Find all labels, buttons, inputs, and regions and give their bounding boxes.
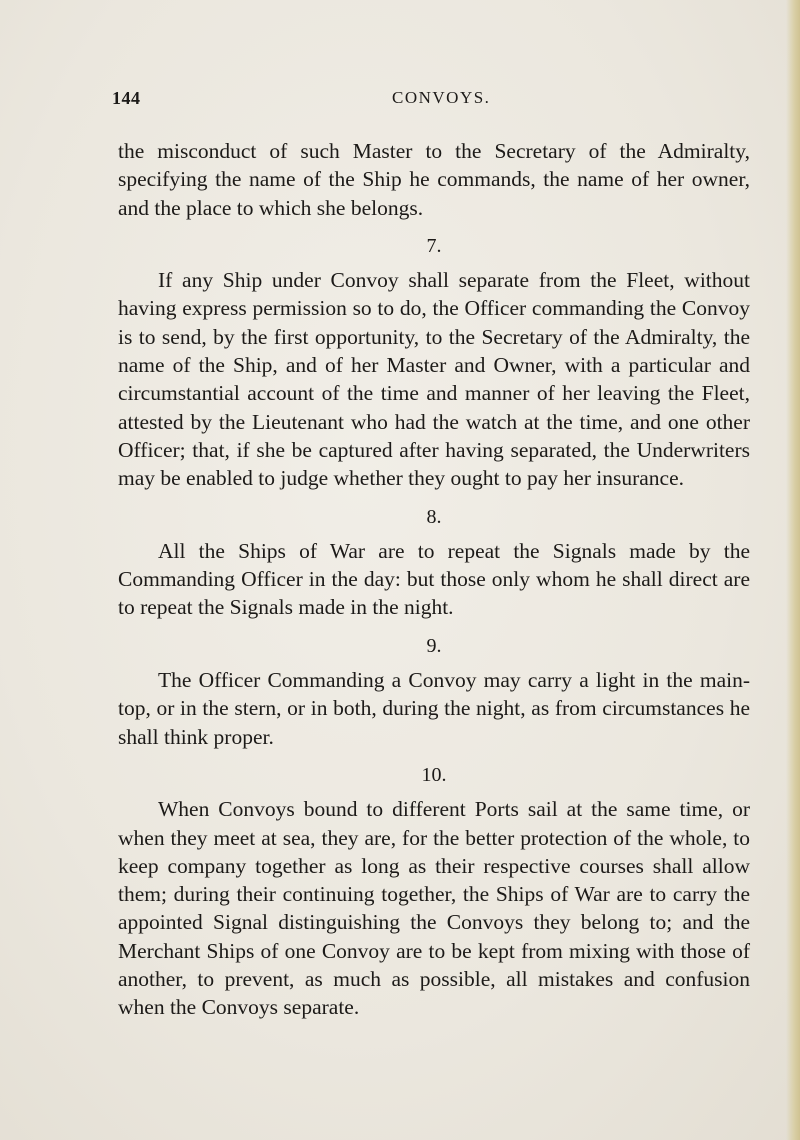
page-header <box>112 88 732 118</box>
paragraph-7: If any Ship under Convoy shall separate from the Fleet, without having express permission so to do, the Officer commanding the Convoy is to send, by the first opportunity, to the Secretary of the Admiralty, the name of the Ship, and of her Master and Owner, with a particular and circumstantial account of the time and manner of her leaving the Fleet, attested by the Lieutenant who had the watch at the time, and one other Officer; that, if she be captured after having separated, the Underwriters may be enabled to judge whether they ought to pay her insurance. <box>118 268 750 491</box>
section-number-7: 7. <box>426 234 442 257</box>
page-number: 144 <box>112 88 141 108</box>
paragraph-9: The Officer Commanding a Convoy may carry a light in the main-top, or in the stern, or in both, during the night, as from circumstances he shall think proper. <box>118 668 750 749</box>
section-number-10: 10. <box>421 763 447 786</box>
paragraph-continued: the misconduct of such Master to the Secretary of the Admiralty, specifying the name of the Ship he commands, the name of her owner, and the place to which she belongs. <box>118 139 750 220</box>
section-number-8: 8. <box>426 505 442 528</box>
page-body <box>118 137 750 1022</box>
paragraph-10: When Convoys bound to different Ports sail at the same time, or when they meet at sea, they are, for the better protection of the whole, to keep company together as long as their respective courses shall allow them; during their continuing together, the Ships of War are to carry the appointed Signal distinguishing the Convoys they belong to; and the Merchant Ships of one Convoy are to be kept from mixing with those of another, to prevent, as much as possible, all mistakes and confusion when the Convoys separate. <box>118 797 750 1020</box>
paragraph-8: All the Ships of War are to repeat the Signals made by the Commanding Officer in the day: but those only whom he shall direct are to repeat the Signals made in the night. <box>118 538 750 620</box>
running-head: CONVOYS. <box>392 88 491 107</box>
section-number-9: 9. <box>426 634 442 657</box>
page-edge <box>786 0 800 1140</box>
